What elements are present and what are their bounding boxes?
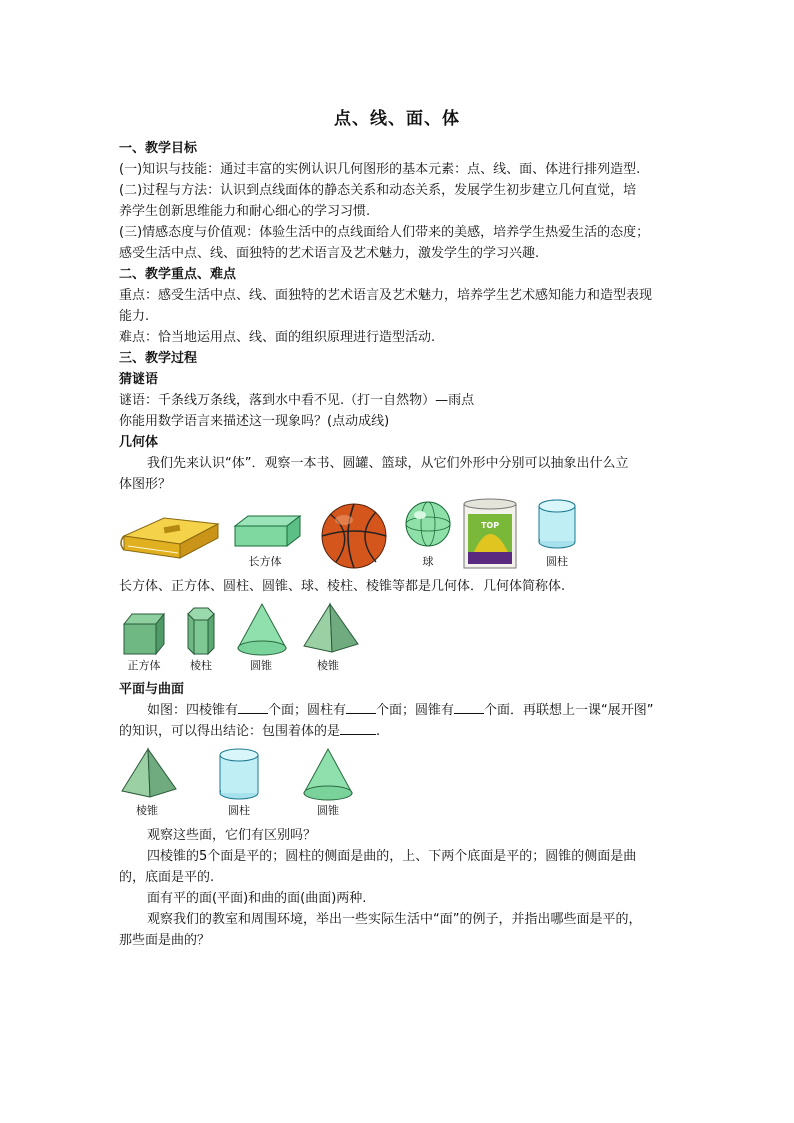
paragraph-line: 能力. bbox=[119, 309, 150, 324]
answer-blank[interactable] bbox=[238, 701, 268, 714]
caption-sphere: 球 bbox=[422, 555, 434, 568]
page-title: 点、线、面、体 bbox=[334, 109, 460, 129]
section-heading-keypoints: 二、教学重点、难点 bbox=[119, 267, 237, 282]
caption-cone: 圆锥 bbox=[317, 804, 339, 817]
question-line bbox=[119, 722, 380, 742]
paragraph-line: 长方体、正方体、圆柱、圆锥、球、棱柱、棱锥等都是几何体．几何体简称体. bbox=[119, 579, 566, 594]
question-text: 的知识，可以得出结论：包围着体的是 bbox=[119, 724, 341, 739]
caption-cylinder: 圆柱 bbox=[546, 555, 568, 568]
caption-pyramid: 棱锥 bbox=[317, 659, 339, 672]
paragraph-line: 四棱锥的5个面是平的；圆柱的侧面是曲的，上、下两个底面是平的；圆锥的侧面是曲 bbox=[147, 849, 637, 864]
prism-shape bbox=[188, 608, 214, 654]
paragraph-line: 那些面是曲的？ bbox=[119, 933, 211, 948]
question-text: . bbox=[376, 724, 381, 739]
answer-blank[interactable] bbox=[340, 722, 376, 735]
question-text: 如图：四棱锥有 bbox=[147, 703, 239, 718]
book-image bbox=[121, 518, 218, 558]
paragraph-line: 重点：感受生活中点、线、面独特的艺术语言及艺术魅力，培养学生艺术感知能力和造型表现 bbox=[119, 288, 653, 303]
paragraph-line: (一)知识与技能：通过丰富的实例认识几何图形的基本元素：点、线、面、体进行排列造型. bbox=[119, 162, 641, 177]
riddle-text: 谜语：千条线万条线，落到水中看不见.（打一自然物）—雨点 bbox=[119, 393, 475, 408]
caption-cube: 正方体 bbox=[127, 659, 161, 672]
paragraph-line: (三)情感态度与价值观：体验生活中的点线面给人们带来的美感，培养学生热爱生活的态度； bbox=[119, 225, 650, 240]
paragraph-line: 感受生活中点、线、面独特的艺术语言及艺术魅力，激发学生的学习兴趣. bbox=[119, 246, 540, 261]
caption-cuboid: 长方体 bbox=[248, 555, 282, 568]
answer-blank[interactable] bbox=[454, 701, 484, 714]
caption-cone: 圆锥 bbox=[250, 659, 272, 672]
subheading-riddle: 猜谜语 bbox=[119, 372, 159, 387]
section-heading-objectives: 一、教学目标 bbox=[119, 141, 198, 156]
cylinder-shape bbox=[539, 500, 575, 548]
cuboid-shape bbox=[235, 516, 300, 546]
paragraph-line: 面有平的面(平面)和曲的面(曲面)两种. bbox=[147, 891, 367, 906]
subheading-solids: 几何体 bbox=[119, 435, 159, 450]
question-text: 个面；圆锥有 bbox=[376, 703, 455, 718]
sphere-shape bbox=[406, 502, 450, 546]
caption-pyramid: 棱锥 bbox=[136, 804, 158, 817]
paragraph-line: 体图形？ bbox=[119, 477, 172, 492]
pyramid-shape bbox=[304, 604, 358, 652]
paragraph-line: (二)过程与方法：认识到点线面体的静态关系和动态关系，发展学生初步建立几何直觉，培 bbox=[119, 183, 637, 198]
paragraph-line: 观察这些面，它们有区别吗？ bbox=[147, 828, 317, 843]
figure-objects bbox=[118, 496, 588, 576]
riddle-question: 你能用数学语言来描述这一现象吗？(点动成线) bbox=[119, 414, 390, 429]
paragraph-line: 养学生创新思维能力和耐心细心的学习习惯. bbox=[119, 204, 371, 219]
paragraph-line: 观察我们的教室和周围环境，举出一些实际生活中“面”的例子，并指出哪些面是平的， bbox=[147, 912, 642, 927]
question-text: 个面；圆柱有 bbox=[268, 703, 347, 718]
pyramid-shape bbox=[122, 749, 176, 797]
caption-prism: 棱柱 bbox=[190, 659, 212, 672]
figure-surfaces bbox=[118, 747, 358, 803]
paragraph-line: 难点：恰当地运用点、线、面的组织原理进行造型活动. bbox=[119, 330, 436, 345]
cone-shape bbox=[304, 749, 352, 800]
svg-text:TOP: TOP bbox=[480, 521, 500, 530]
subheading-surfaces: 平面与曲面 bbox=[119, 682, 185, 697]
basketball-image bbox=[322, 504, 386, 568]
paragraph-line: 我们先来认识“体”．观察一本书、圆罐、篮球，从它们外形中分别可以抽象出什么立 bbox=[147, 456, 629, 471]
cone-shape bbox=[238, 604, 286, 655]
section-heading-process: 三、教学过程 bbox=[119, 351, 198, 366]
paint-can-image bbox=[464, 499, 516, 568]
paragraph-line: 的，底面是平的. bbox=[119, 870, 215, 885]
caption-cylinder: 圆柱 bbox=[228, 804, 250, 817]
question-text: 个面．再联想上一课“展开图” bbox=[484, 703, 654, 718]
answer-blank[interactable] bbox=[346, 701, 376, 714]
figure-solids bbox=[118, 602, 378, 658]
cylinder-shape bbox=[220, 749, 258, 799]
cube-shape bbox=[124, 614, 164, 654]
question-line bbox=[147, 701, 654, 721]
